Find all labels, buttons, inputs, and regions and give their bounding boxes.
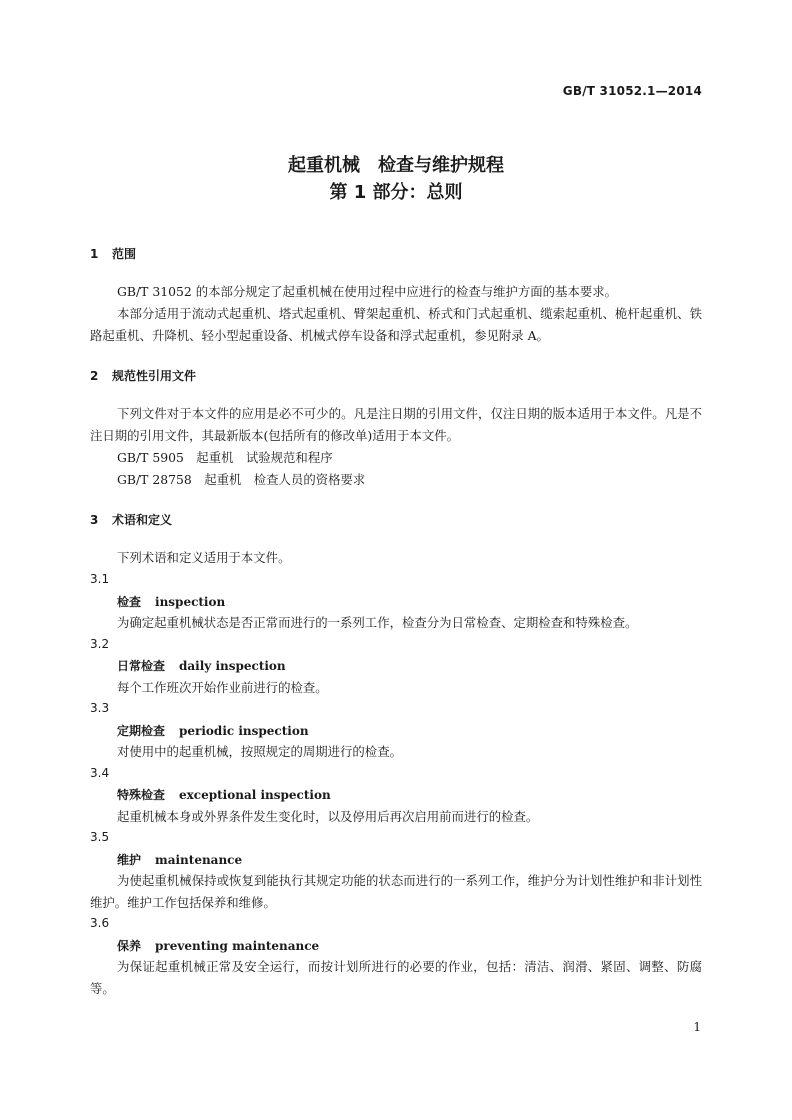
term-english: periodic inspection [179, 723, 309, 738]
term-english: inspection [155, 594, 226, 609]
term-definition: 每个工作班次开始作业前进行的检查。 [117, 679, 328, 695]
term-chinese: 保养 [117, 938, 142, 953]
term-definition: 起重机械本身或外界条件发生变化时，以及停用后再次启用前而进行的检查。 [117, 808, 539, 824]
term-name [90, 784, 702, 806]
term-number: 3.3 [90, 701, 110, 715]
term-number: 3.2 [90, 636, 110, 651]
term-definition: 为使起重机械保持或恢复到能执行其规定功能的状态而进行的一系列工作，维护分为计划性维护和非计划性维护。维护工作包括保养和维修。 [90, 873, 702, 910]
term-chinese: 特殊检查 [117, 788, 166, 802]
reference-item: GB/T 5905 起重机 试验规范和程序 [117, 450, 333, 465]
term-name [90, 720, 702, 742]
section-title: 术语和定义 [112, 513, 173, 527]
term-chinese: 日常检查 [117, 659, 166, 673]
term-definition: 为确定起重机械状态是否正常而进行的一系列工作，检查分为日常检查、定期检查和特殊检查。 [117, 615, 638, 630]
section-number: 1 [90, 247, 99, 261]
term-definition: 对使用中的起重机械，按照规定的周期进行的检查。 [117, 744, 402, 759]
term-entry [90, 569, 702, 634]
title-line-2: 第 1 部分：总则 [329, 182, 463, 203]
term-entry [90, 913, 702, 999]
term-english: preventing maintenance [155, 938, 320, 953]
term-english: daily inspection [179, 659, 286, 673]
document-title [0, 152, 792, 206]
term-number: 3.1 [90, 572, 110, 586]
section-heading-terms [90, 511, 702, 529]
term-chinese: 定期检查 [117, 723, 166, 738]
term-english: exceptional inspection [179, 788, 331, 802]
section-title: 规范性引用文件 [112, 369, 197, 383]
document-body [90, 245, 702, 999]
reference-item: GB/T 28758 起重机 检查人员的资格要求 [117, 472, 366, 487]
term-entry [90, 634, 702, 699]
term-name [90, 591, 702, 613]
paragraph: GB/T 31052 的本部分规定了起重机械在使用过程中应进行的检查与维护方面的基本要求。 [117, 284, 618, 299]
term-entry [90, 827, 702, 913]
term-entry [90, 763, 702, 828]
page-number: 1 [693, 1020, 701, 1034]
paragraph: 本部分适用于流动式起重机、塔式起重机、臂架起重机、桥式和门式起重机、缆索起重机、桅杆起重机、铁路起重机、升降机、轻小型起重设备、机械式停车设备和浮式起重机，参见附录 A。 [90, 306, 702, 343]
section-title: 范围 [112, 247, 137, 261]
term-name [90, 935, 702, 957]
section-number: 3 [90, 513, 99, 527]
term-name [90, 849, 702, 871]
term-entry [90, 698, 702, 763]
term-chinese: 维护 [117, 852, 142, 867]
term-chinese: 检查 [117, 594, 142, 609]
paragraph: 下列术语和定义适用于本文件。 [117, 550, 291, 565]
standard-number: GB/T 31052.1—2014 [562, 84, 702, 98]
term-number: 3.4 [90, 765, 110, 780]
term-definition: 为保证起重机械正常及安全运行，而按计划所进行的必要的作业，包括：清洁、润滑、紧固、调整、防腐等。 [90, 959, 702, 996]
term-number: 3.6 [90, 916, 110, 930]
term-number: 3.5 [90, 830, 110, 844]
term-english: maintenance [155, 852, 243, 867]
title-line-1: 起重机械 检查与维护规程 [288, 155, 504, 176]
paragraph: 下列文件对于本文件的应用是必不可少的。凡是注日期的引用文件，仅注日期的版本适用于本文件。凡是不注日期的引用文件，其最新版本(包括所有的修改单)适用于本文件。 [90, 406, 702, 443]
section-heading-scope [90, 245, 702, 263]
section-number: 2 [90, 369, 99, 383]
section-heading-normative-references [90, 367, 702, 385]
term-name [90, 655, 702, 677]
